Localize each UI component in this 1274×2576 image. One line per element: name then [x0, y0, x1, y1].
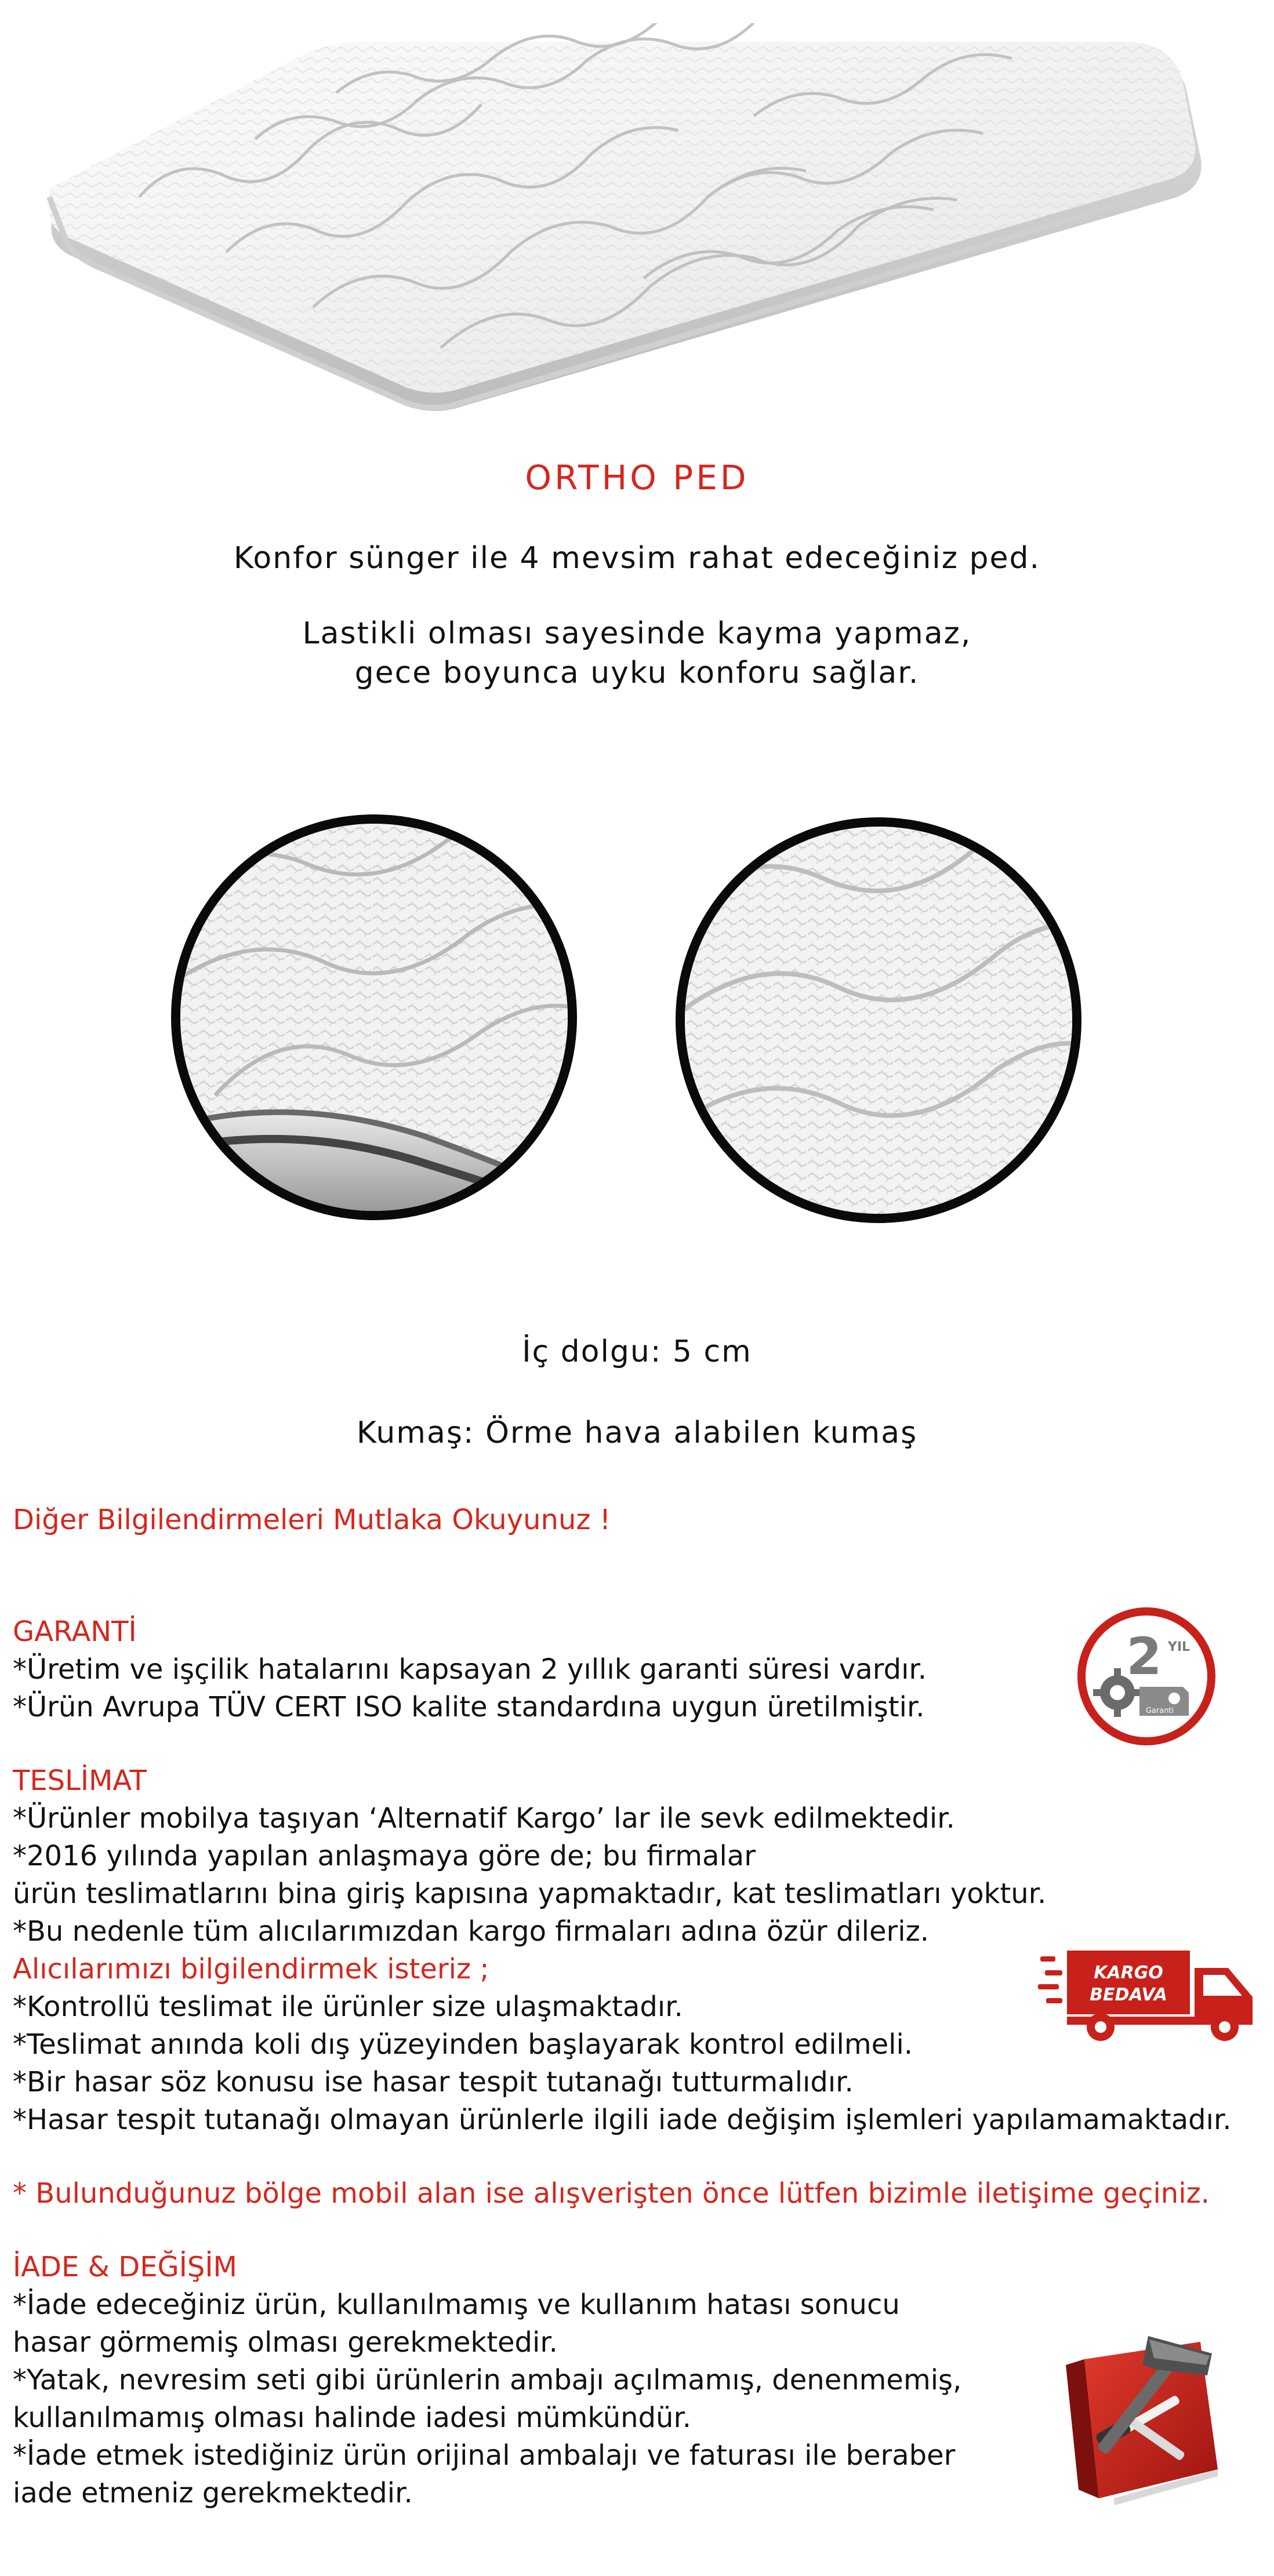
- delivery-line: ürün teslimatlarını bina giriş kapısına yapmaktadır, kat teslimatları yoktur.: [13, 1878, 1047, 1910]
- mobile-area-notice: * Bulunduğunuz bölge mobil alan ise alışverişten önce lütfen bizimle iletişime geçiniz.: [13, 2177, 1210, 2210]
- warranty-unit: YIL: [1167, 1640, 1190, 1654]
- edge-detail-image: [171, 814, 577, 1220]
- delivery-line: *2016 yılında yapılan anlaşmaya göre de; bu firmalar: [13, 1840, 756, 1872]
- read-notice: Diğer Bilgilendirmeleri Mutlaka Okuyunuz !: [13, 1504, 611, 1536]
- delivery-line: *Bu nedenle tüm alıcılarımızdan kargo firmaları adına özür dileriz.: [13, 1915, 930, 1948]
- warranty-heading: GARANTİ: [13, 1616, 137, 1648]
- warranty-line: *Ürün Avrupa TÜV CERT ISO kalite standardına uygun üretilmiştir.: [13, 1691, 925, 1723]
- delivery-heading: TESLİMAT: [13, 1764, 147, 1797]
- returns-line: hasar görmemiş olması gerekmektedir.: [13, 2326, 558, 2359]
- returns-heading: İADE & DEĞİŞİM: [13, 2251, 237, 2283]
- tools-hammer-icon: [1044, 2324, 1224, 2522]
- delivery-line: *Bir hasar söz konusu ise hasar tespit tutanağı tutturmalıdır.: [13, 2066, 854, 2098]
- delivery-line: *Hasar tespit tutanağı olmayan ürünlerle ilgili iade değişim işlemleri yapılamamaktadır.: [13, 2104, 1232, 2136]
- warranty-years: 2: [1126, 1627, 1162, 1686]
- product-description-line-2: Lastikli olması sayesinde kayma yapmaz,: [302, 616, 972, 651]
- warranty-badge-icon: [1076, 1606, 1218, 1748]
- returns-line: *Yatak, nevresim seti gibi ürünlerin ambajı açılmamış, denenmemiş,: [13, 2364, 962, 2396]
- warranty-small-label: Garanti: [1145, 1707, 1174, 1715]
- cargo-label-1: KARGO: [1094, 1963, 1163, 1983]
- free-cargo-truck-icon: [1038, 1945, 1258, 2043]
- delivery-line: *Teslimat anında koli dış yüzeyinden başlayarak kontrol edilmeli.: [13, 2028, 913, 2061]
- spec-filling: İç dolgu: 5 cm: [522, 1334, 752, 1369]
- returns-line: *İade edeceğiniz ürün, kullanılmamış ve kullanım hatası sonucu: [13, 2288, 900, 2321]
- fabric-detail-image: [676, 817, 1081, 1223]
- delivery-line: *Kontrollü teslimat ile ürünler size ulaşmaktadır.: [13, 1991, 683, 2023]
- returns-line: *İade etmek istediğiniz ürün orijinal ambalajı ve faturası ile beraber: [13, 2439, 956, 2472]
- returns-line: kullanılmamış olması halinde iadesi mümkündür.: [13, 2402, 692, 2434]
- delivery-subheading: Alıcılarımızı bilgilendirmek isteriz ;: [13, 1953, 489, 1985]
- product-title: ORTHO PED: [525, 458, 749, 497]
- cargo-label-2: BEDAVA: [1090, 1985, 1167, 2005]
- product-description-line-3: gece boyunca uyku konforu sağlar.: [354, 656, 920, 690]
- delivery-line: *Ürünler mobilya taşıyan ‘Alternatif Kargo’ lar ile sevk edilmektedir.: [13, 1802, 955, 1835]
- returns-line: iade etmeniz gerekmektedir.: [13, 2477, 413, 2509]
- warranty-line: *Üretim ve işçilik hatalarını kapsayan 2 yıllık garanti süresi vardır.: [13, 1653, 927, 1686]
- hero-product-image: [35, 23, 1218, 429]
- spec-fabric: Kumaş: Örme hava alabilen kumaş: [356, 1416, 918, 1450]
- product-description-line-1: Konfor sünger ile 4 mevsim rahat edeceğiniz ped.: [233, 541, 1041, 576]
